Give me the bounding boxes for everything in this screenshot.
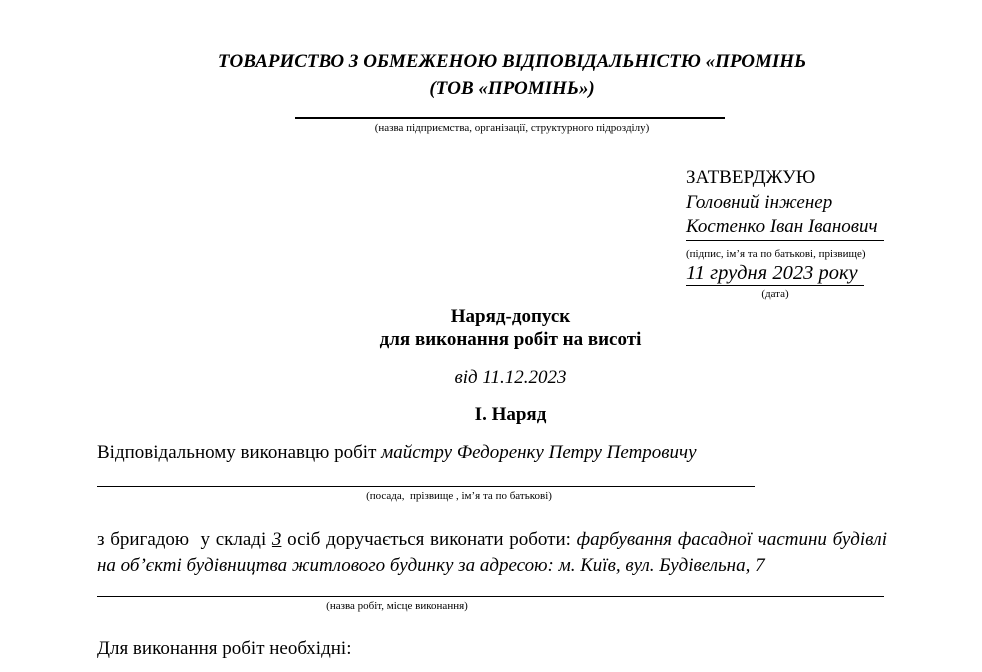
- brigade-prefix: з бригадою у складі: [97, 529, 272, 550]
- document-title-block: [97, 305, 924, 426]
- executor-value: майстру Федоренку Петру Петровичу: [381, 442, 697, 463]
- company-name-line2: (ТОВ «ПРОМІНЬ»): [429, 78, 595, 99]
- approver-name: Костенко Іван Іванович: [686, 215, 884, 241]
- executor-caption: (посада, прізвище , ім’я та по батькові): [366, 490, 552, 502]
- requirements-intro: Для виконання робіт необхідні:: [97, 638, 352, 659]
- approval-date-caption: (дата): [761, 287, 789, 300]
- work-underline: [97, 596, 884, 597]
- brigade-middle: осіб доручається виконати роботи:: [281, 529, 571, 550]
- company-name-caption: (назва підприємства, організації, структурного підрозділу): [374, 122, 650, 134]
- executor-label: Відповідальному виконавцю робіт: [97, 442, 382, 463]
- executor-line: [97, 441, 907, 464]
- company-name: [97, 48, 927, 102]
- approval-date: 11 грудня 2023 року: [686, 261, 864, 286]
- approval-label: ЗАТВЕРДЖУЮ: [686, 167, 816, 188]
- executor-underline: [97, 486, 755, 487]
- document-date: від 11.12.2023: [454, 367, 567, 388]
- brigade-count: 3: [271, 529, 282, 550]
- signature-caption: (підпис, ім’я та по батькові, прізвище): [686, 247, 866, 260]
- work-caption: (назва робіт, місце виконання): [326, 600, 468, 612]
- work-description: фарбування фасадної частини будівлі на об’єкті будівництва житлового будинку за адресою: м. Київ, вул. Будівельна, 7: [97, 529, 892, 576]
- document-title-line1: Наряд-допуск: [450, 306, 571, 327]
- company-name-underline: [295, 117, 725, 119]
- company-name-line1: ТОВАРИСТВО З ОБМЕЖЕНОЮ ВІДПОВІДАЛЬНІСТЮ «ПРОМІНЬ: [217, 51, 807, 72]
- approval-block: [686, 166, 946, 301]
- document-title-line2: для виконання робіт на висоті: [379, 329, 642, 350]
- work-assignment-paragraph: [97, 527, 892, 578]
- section-heading: І. Наряд: [474, 404, 547, 425]
- approver-position: Головний інженер: [686, 191, 833, 213]
